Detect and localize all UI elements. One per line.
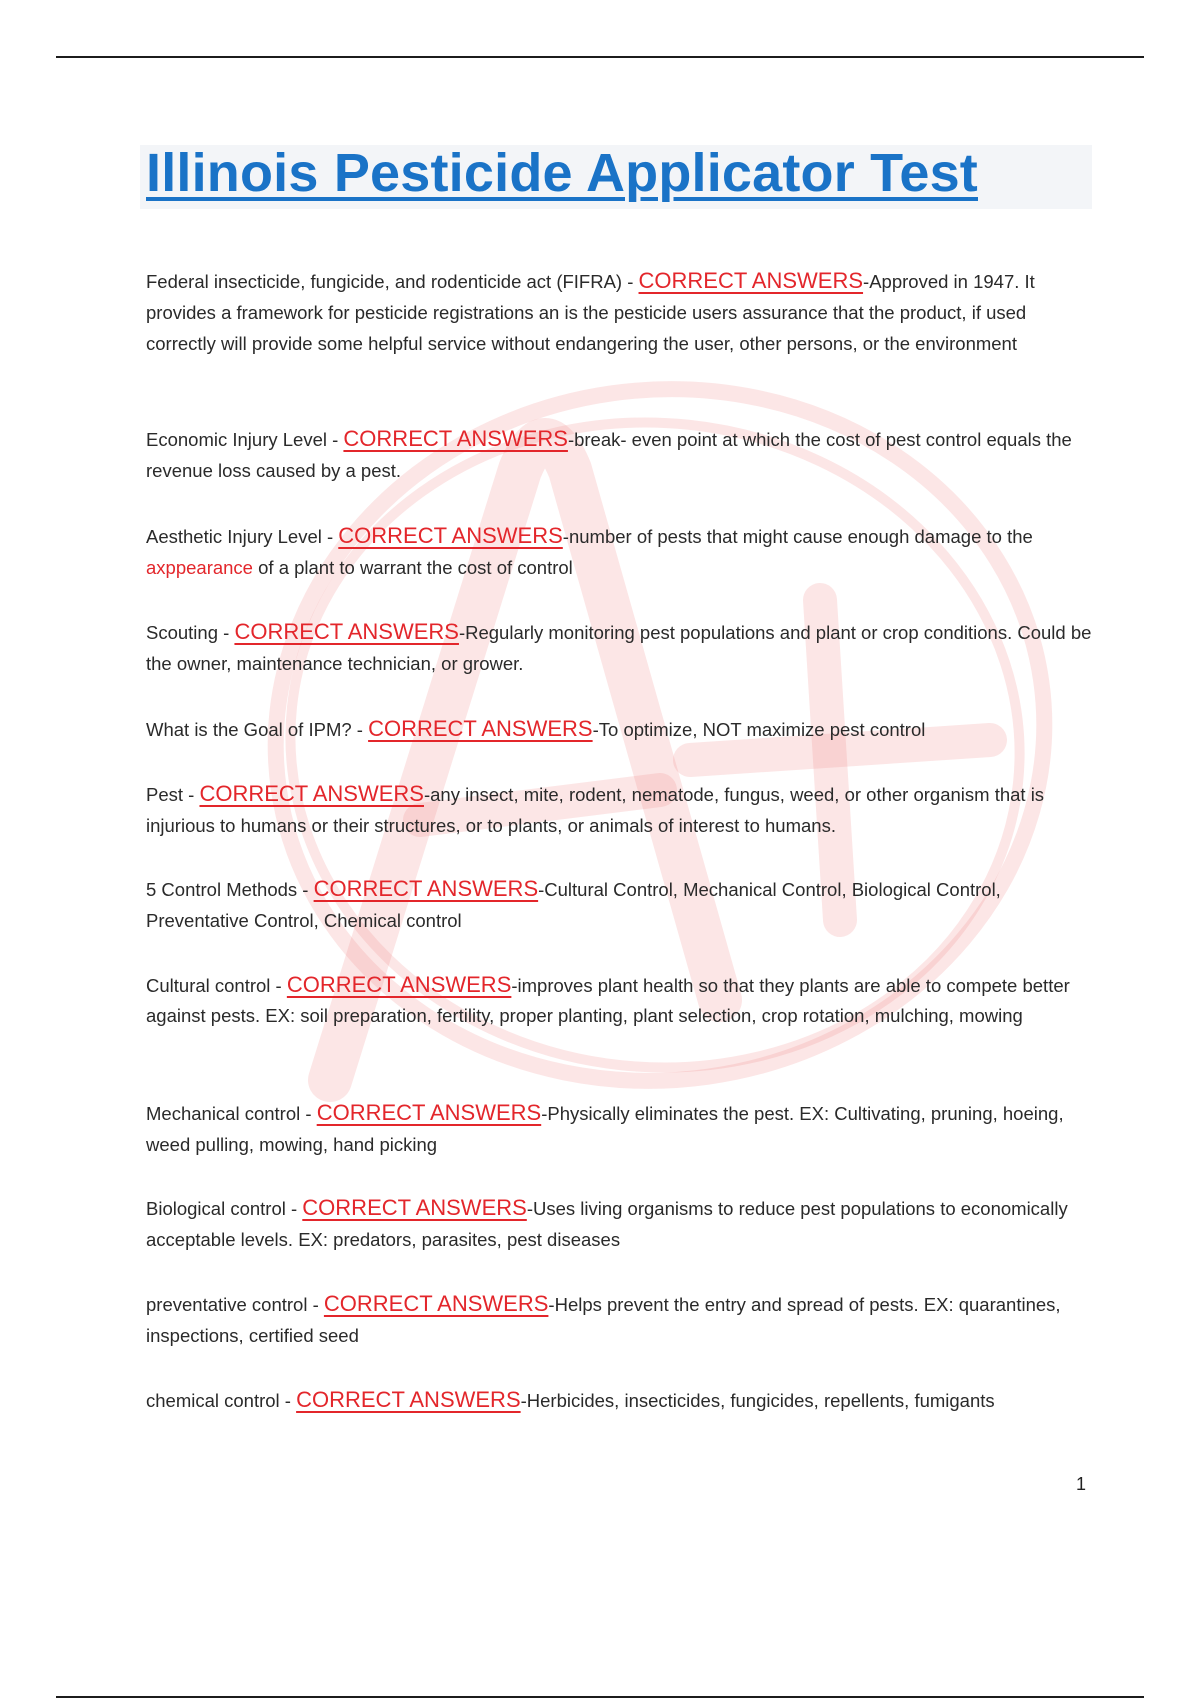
flashcard-entry: Economic Injury Level - CORRECT ANSWERS-break- even point at which the cost of pest control equals the revenue loss caused by a pest. (146, 426, 1072, 481)
flashcard-entry: Cultural control - CORRECT ANSWERS-improves plant health so that they plants are able to compete better against pests. EX: soil preparation, fertility, proper planting, plant selection, crop rotation, mulching, mowing (146, 972, 1070, 1026)
page-number: 1 (1076, 1474, 1087, 1494)
flashcard-entry: Biological control - CORRECT ANSWERS-Uses living organisms to reduce pest populations to economically acceptable levels. EX: predators, parasites, pest diseases (146, 1195, 1068, 1250)
flashcard-entry: What is the Goal of IPM? - CORRECT ANSWERS-To optimize, NOT maximize pest control (146, 716, 926, 741)
flashcard-entry: Aesthetic Injury Level - CORRECT ANSWERS-number of pests that might cause enough damage to the axppearance of a plant to warrant the cost of control (146, 523, 1033, 578)
flashcard-entry: 5 Control Methods - CORRECT ANSWERS-Cultural Control, Mechanical Control, Biological Control, Preventative Control, Chemical control (146, 876, 1001, 931)
page-title: Illinois Pesticide Applicator Test (146, 143, 978, 203)
flashcard-entry: preventative control - CORRECT ANSWERS-Helps prevent the entry and spread of pests. EX: quarantines, inspections, certified seed (146, 1291, 1061, 1346)
top-rule (56, 56, 1144, 58)
flashcard-entry: Federal insecticide, fungicide, and rodenticide act (FIFRA) - CORRECT ANSWERS-Approved in 1947. It provides a framework for pesticide registrations an is the pesticide users assurance that the product, if used correctly will provide some helpful service without endangering the user, other persons, or the environment (146, 268, 1035, 354)
flashcard-entry: Scouting - CORRECT ANSWERS-Regularly monitoring pest populations and plant or crop conditions. Could be the owner, maintenance technician, or grower. (146, 619, 1092, 674)
flashcard-entry: Pest - CORRECT ANSWERS-any insect, mite, rodent, nematode, fungus, weed, or other organism that is injurious to humans or their structures, or to plants, or animals of interest to humans. (146, 781, 1045, 836)
flashcard-entry: Mechanical control - CORRECT ANSWERS-Physically eliminates the pest. EX: Cultivating, pruning, hoeing, weed pulling, mowing, hand picking (146, 1100, 1064, 1155)
flashcard-entry: chemical control - CORRECT ANSWERS-Herbicides, insecticides, fungicides, repellents, fumigants (146, 1387, 995, 1412)
bottom-rule (56, 1696, 1144, 1698)
